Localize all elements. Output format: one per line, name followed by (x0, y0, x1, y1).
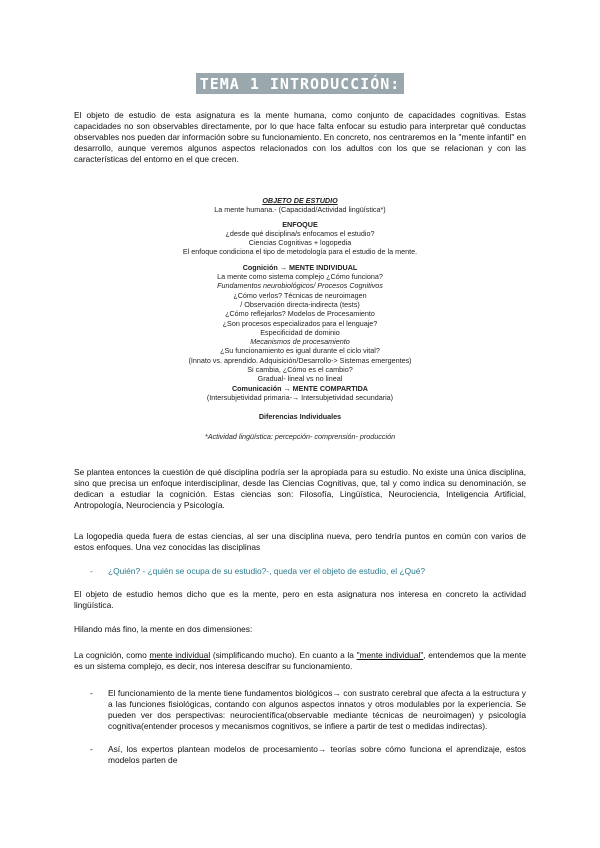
cognition-post: , entendemos que la mente es un sistema complejo, es decir, nos interesa descifrar su funcionamiento. (74, 650, 526, 671)
cognicion-line-9: ¿Su funcionamiento es igual durante el ciclo vital? (220, 346, 380, 356)
logopedia-paragraph: La logopedia queda fuera de estas ciencias, al ser una disciplina nueva, pero tendría puntos en común con varios de estos enfoques. Una vez conocidas las disciplinas (74, 531, 526, 552)
cognicion-line-2: Fundamentos neurobiológicos/ Procesos Cognitivos (217, 281, 383, 291)
objeto-line: La mente humana.- (Capacidad/Actividad lingüística*) (214, 205, 386, 215)
intro-paragraph: El objeto de estudio de esta asignatura es la mente humana, como conjunto de capacidades cognitivas. Estas capacidades no son observables directamente, por lo que hace falta enfocar su estudio para interpretar qué conductas observables nos pueden dar información sobre su funcionamiento. En concreto, nos centraremos en la "mente infantil" en desarrollo, aunque veremos algunos aspectos relacionados con los adultos con los que se relacionan y con las características del entorno en el que crecen. (74, 110, 526, 164)
cognicion-line-1: La mente como sistema complejo ¿Cómo funciona? (217, 272, 383, 282)
objeto-heading: OBJETO DE ESTUDIO (262, 196, 338, 205)
cognicion-line-11: Si cambia, ¿Cómo es el cambio? (247, 365, 353, 375)
cognicion-line-4: / Observación directa-indirecta (tests) (240, 299, 360, 309)
enfoque-answer: Ciencias Cognitivas + logopedia (248, 238, 352, 248)
bullet-mark: - (90, 744, 93, 754)
mente-individual-quoted: "mente individual" (356, 650, 424, 660)
cognicion-line-10: (Innato vs. aprendido. Adquisición/Desarrollo-> Sistemas emergentes) (188, 355, 412, 365)
question-bullet (90, 566, 526, 577)
cognicion-line-7: Especificidad de dominio (260, 327, 340, 337)
page-title: TEMA 1 INTRODUCCIÓN: (196, 73, 405, 94)
object-paragraph: El objeto de estudio hemos dicho que es la mente, pero en esta asignatura nos interesa en concreto la actividad lingüística. (74, 589, 526, 610)
cognition-mid: (simplificando mucho). En cuanto a la (210, 650, 357, 660)
cognicion-line-3: ¿Cómo verlos? Técnicas de neuroimagen (233, 290, 367, 300)
enfoque-heading: ENFOQUE (282, 219, 318, 229)
disciplines-paragraph: Se plantea entonces la cuestión de qué disciplina podría ser la apropiada para su estudio. No existe una única disciplina, sino que precisa un enfoque interdisciplinar, desde las Ciencias Cognitivas, que, tal y como indica su denominación, se dedican a estudiar la cognición. Estas ciencias son: Filosofía, Lingüística, Neurociencia, Inteligencia Artificial, Antropología, Neurociencia y Psicología. (74, 467, 526, 510)
enfoque-note: El enfoque condiciona el tipo de metodología para el estudio de la mente. (182, 247, 418, 257)
enfoque-question: ¿desde qué disciplina/s enfocamos el estudio? (225, 228, 375, 238)
list-item-text: Así, los expertos plantean modelos de procesamiento→ teorías sobre cómo funciona el aprendizaje, estos modelos parten de (108, 744, 526, 765)
mente-individual-term: mente individual (149, 650, 211, 660)
dimensions-paragraph: Hilando más fino, la mente en dos dimensiones: (74, 624, 253, 634)
list-item (90, 744, 526, 766)
cognicion-line-8: Mecanismos de procesamiento (250, 337, 350, 347)
bullet-mark: - (90, 566, 93, 576)
list-item (90, 688, 526, 732)
diferencias-heading: Diferencias Individuales (258, 412, 342, 422)
list-item-text: El funcionamiento de la mente tiene fundamentos biológicos→ con sustrato cerebral que afecta a la estructura y a las funciones fisiológicas, contando con algunos aspectos innatos y otros modulables por la experiencia. Se pueden ver dos perspectivas: neurocientífica(observable mediante técnicas de neuroimagen) y psicología cognitiva(entender procesos y mecanismos cognitivos, se infiere a partir de test o medidas indirectas). (108, 688, 526, 731)
diagram-footnote: *Actividad lingüística: percepción- comprensión- producción (204, 431, 396, 441)
cognicion-line-6: ¿Son procesos especializados para el lenguaje? (222, 318, 378, 328)
cognition-paragraph (74, 650, 526, 672)
comunicacion-heading: Comunicación → MENTE COMPARTIDA (231, 383, 369, 393)
cognicion-line-12: Gradual- lineal vs no lineal (257, 374, 343, 384)
concept-diagram (150, 196, 450, 441)
cognition-pre: La cognición, como (74, 650, 150, 660)
bullet-mark: - (90, 688, 93, 698)
comunicacion-line: (Intersubjetividad primaria-→ Intersubjetividad secundaria) (206, 392, 394, 402)
question-bullet-text: ¿Quién? - ¿quién se ocupa de su estudio?-, queda ver el objeto de estudio, el ¿Qué? (108, 566, 426, 576)
cognicion-line-5: ¿Cómo reflejarlos? Modelos de Procesamiento (225, 309, 375, 319)
cognicion-heading: Cognición → MENTE INDIVIDUAL (242, 262, 358, 272)
